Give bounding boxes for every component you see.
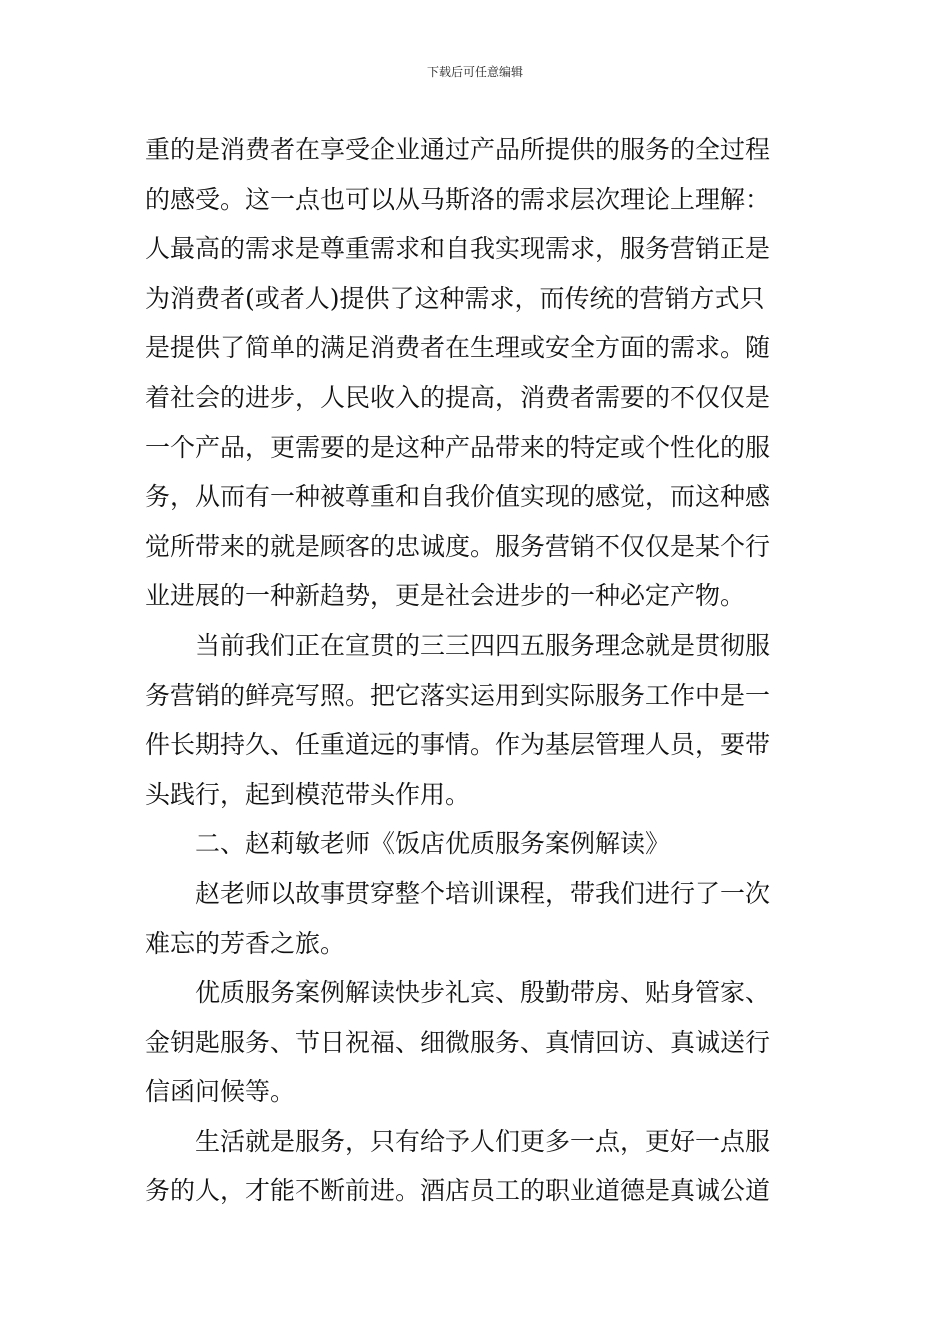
paragraph-first-line: 赵老师以故事贯穿整个培训课程，带我们进行了一次 — [195, 878, 771, 908]
section-heading: 二、赵莉敏老师《饭店优质服务案例解读》 — [195, 829, 671, 859]
text-line: 务，从而有一种被尊重和自我价值实现的感觉，而这种感 — [145, 482, 771, 512]
paragraph-first-line: 优质服务案例解读快步礼宾、殷勤带房、贴身管家、 — [195, 978, 771, 1008]
text-line: 是提供了简单的满足消费者在生理或安全方面的需求。随 — [145, 333, 771, 363]
text-line: 着社会的进步，人民收入的提高，消费者需要的不仅仅是 — [145, 382, 771, 412]
document-body — [145, 125, 810, 1216]
text-line: 的感受。这一点也可以从马斯洛的需求层次理论上理解： — [145, 184, 771, 214]
text-line: 务的人，才能不断前进。酒店员工的职业道德是真诚公道 — [145, 1176, 771, 1206]
text-line: 信函问候等。 — [145, 1077, 296, 1107]
text-line: 人最高的需求是尊重需求和自我实现需求，服务营销正是 — [145, 234, 771, 264]
page-header-note: 下载后可任意编辑 — [426, 65, 523, 79]
text-line: 金钥匙服务、节日祝福、细微服务、真情回访、真诚送行 — [145, 1027, 771, 1057]
text-line: 为消费者(或者人)提供了这种需求，而传统的营销方式只 — [145, 283, 765, 313]
text-line: 业进展的一种新趋势，更是社会进步的一种必定产物。 — [145, 581, 746, 611]
text-line: 头践行，起到模范带头作用。 — [145, 779, 471, 809]
text-line: 一个产品，更需要的是这种产品带来的特定或个性化的服 — [145, 432, 771, 462]
paragraph-first-line: 生活就是服务，只有给予人们更多一点，更好一点服 — [195, 1126, 771, 1156]
text-line: 件长期持久、任重道远的事情。作为基层管理人员，要带 — [145, 730, 771, 760]
text-line: 觉所带来的就是顾客的忠诚度。服务营销不仅仅是某个行 — [145, 531, 771, 561]
text-line: 难忘的芳香之旅。 — [145, 928, 346, 958]
paragraph-first-line: 当前我们正在宣贯的三三四四五服务理念就是贯彻服 — [195, 630, 771, 660]
text-line: 重的是消费者在享受企业通过产品所提供的服务的全过程 — [145, 135, 771, 164]
text-line: 务营销的鲜亮写照。把它落实运用到实际服务工作中是一 — [145, 680, 771, 710]
